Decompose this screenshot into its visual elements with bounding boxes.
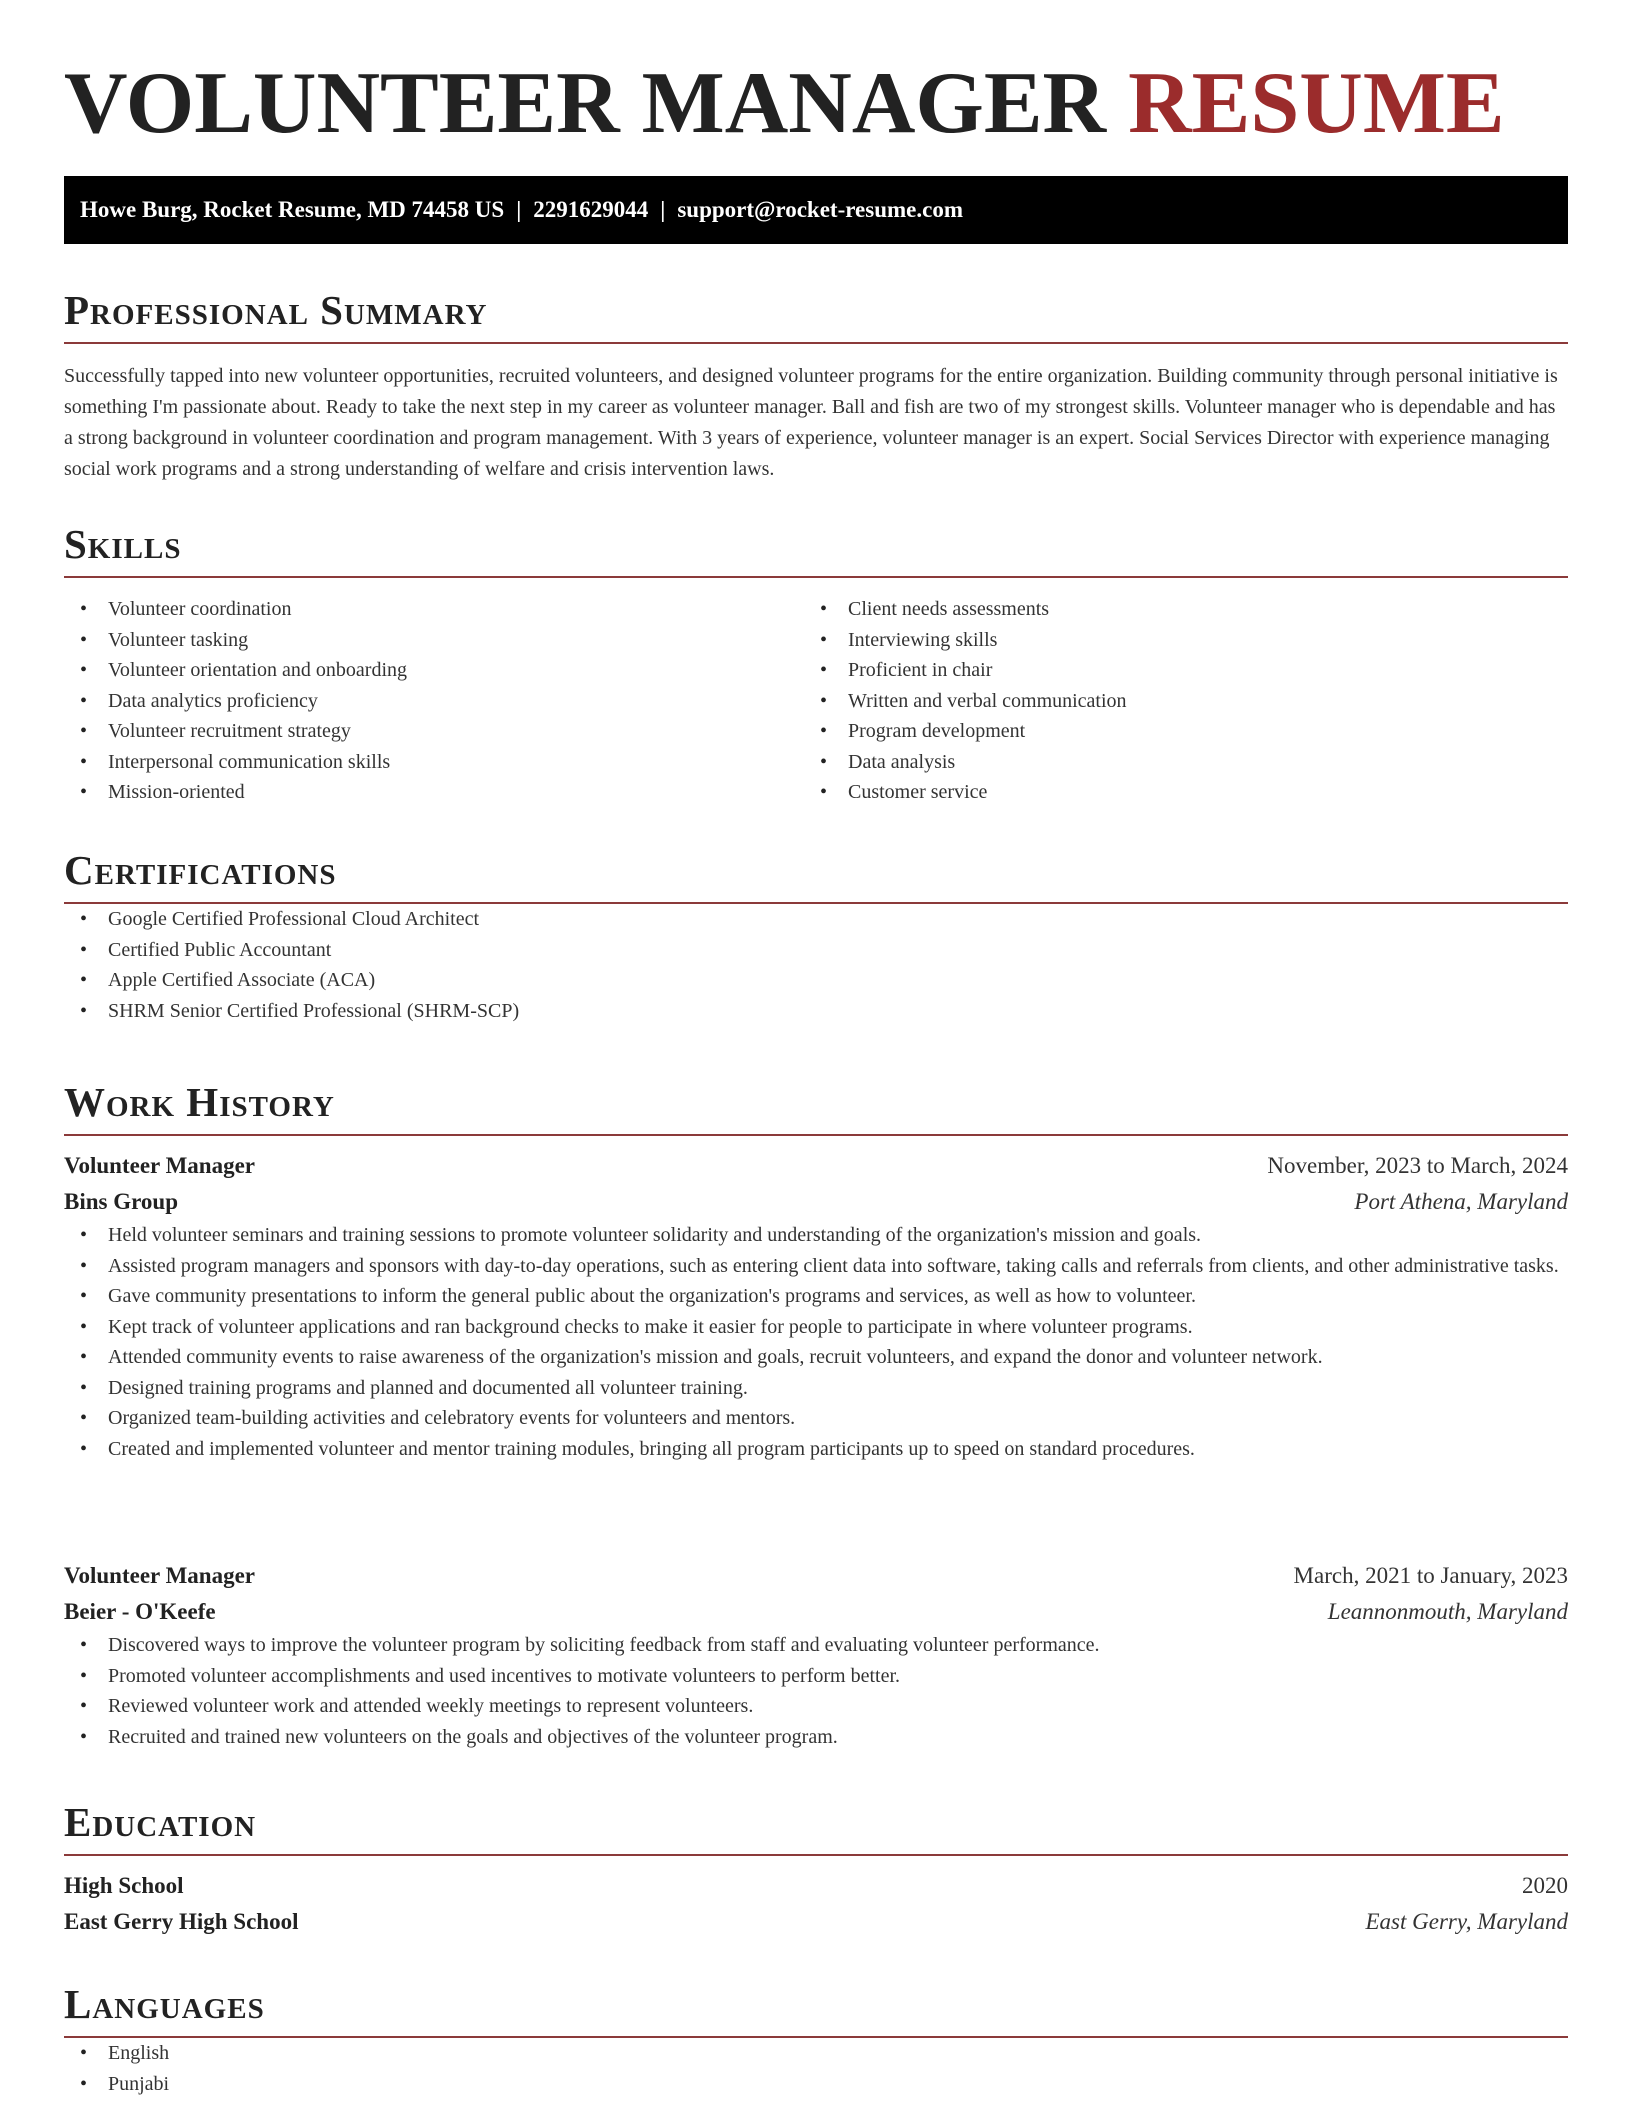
education-degree: High School — [64, 1873, 184, 1898]
job-duty: • Recruited and trained new volunteers on the goals and objectives of the volunteer program. — [64, 1722, 1568, 1753]
summary-heading: Professional Summary — [64, 286, 1568, 344]
education-school: East Gerry High School — [64, 1909, 299, 1934]
certifications-list — [64, 904, 1568, 1026]
contact-separator: | — [660, 197, 666, 222]
education-year: 2020 — [1522, 1873, 1568, 1898]
skill-item: • Data analysis — [804, 747, 1544, 778]
skill-item: • Proficient in chair — [804, 655, 1544, 686]
skills-section — [64, 520, 1568, 808]
job-duty: • Kept track of volunteer applications and ran background checks to make it easier for people to participate in where volunteer programs. — [64, 1312, 1568, 1343]
job-title-row — [64, 1558, 1568, 1594]
skill-item: • Interpersonal communication skills — [64, 747, 804, 778]
skill-item: • Written and verbal communication — [804, 686, 1544, 717]
skill-item: • Interviewing skills — [804, 625, 1544, 656]
education-heading: Education — [64, 1798, 1568, 1856]
certification-item: • Google Certified Professional Cloud Architect — [64, 904, 1568, 935]
resume-title-main: VOLUNTEER MANAGER — [64, 55, 1107, 152]
job-location: Port Athena, Maryland — [1354, 1189, 1568, 1214]
education-section — [64, 1798, 1568, 1940]
job-duty: • Attended community events to raise awareness of the organization's mission and goals, recruit volunteers, and expand the donor and volunteer network. — [64, 1342, 1568, 1373]
job-duty: • Designed training programs and planned and documented all volunteer training. — [64, 1373, 1568, 1404]
job-title: Volunteer Manager — [64, 1153, 256, 1178]
job-title: Volunteer Manager — [64, 1563, 256, 1588]
education-location: East Gerry, Maryland — [1365, 1909, 1568, 1934]
skills-heading: Skills — [64, 520, 1568, 578]
contact-email: support@rocket-resume.com — [677, 197, 963, 222]
job-location: Leannonmouth, Maryland — [1327, 1599, 1568, 1624]
skills-columns — [64, 594, 1568, 808]
certification-item: • Certified Public Accountant — [64, 935, 1568, 966]
resume-page — [64, 0, 1568, 2095]
job-dates: November, 2023 to March, 2024 — [1267, 1153, 1568, 1178]
summary-section — [64, 286, 1568, 485]
certifications-section — [64, 846, 1568, 1026]
contact-bar — [64, 176, 1568, 244]
job-company-row — [64, 1184, 1568, 1220]
resume-title — [64, 0, 1568, 176]
job-company-row — [64, 1594, 1568, 1630]
job-duty: • Reviewed volunteer work and attended weekly meetings to represent volunteers. — [64, 1691, 1568, 1722]
skill-item: • Volunteer tasking — [64, 625, 804, 656]
skill-item: • Volunteer recruitment strategy — [64, 716, 804, 747]
language-item: • English — [64, 2038, 1568, 2069]
job-entry — [64, 1558, 1568, 1752]
certification-item: • SHRM Senior Certified Professional (SHRM-SCP) — [64, 996, 1568, 1027]
skill-item: • Volunteer coordination — [64, 594, 804, 625]
resume-title-accent: RESUME — [1128, 55, 1505, 152]
certifications-heading: Certifications — [64, 846, 1568, 904]
education-degree-row — [64, 1868, 1568, 1904]
job-duty: • Assisted program managers and sponsors with day-to-day operations, such as entering client data into software, taking calls and referrals from clients, and other administrative tasks. — [64, 1251, 1568, 1282]
job-duty: • Discovered ways to improve the volunteer program by soliciting feedback from staff and evaluating volunteer performance. — [64, 1630, 1568, 1661]
job-dates: March, 2021 to January, 2023 — [1293, 1563, 1568, 1588]
skill-item: • Mission-oriented — [64, 777, 804, 808]
skill-item: • Client needs assessments — [804, 594, 1544, 625]
job-company: Bins Group — [64, 1189, 178, 1214]
language-item: • Punjabi — [64, 2069, 1568, 2100]
job-company: Beier - O'Keefe — [64, 1599, 216, 1624]
education-school-row — [64, 1904, 1568, 1940]
job-duty: • Held volunteer seminars and training sessions to promote volunteer solidarity and understanding of the organization's mission and goals. — [64, 1220, 1568, 1251]
languages-heading: Languages — [64, 1980, 1568, 2038]
skills-list-right — [804, 594, 1544, 808]
education-entry — [64, 1868, 1568, 1940]
job-title-row — [64, 1148, 1568, 1184]
certification-item: • Apple Certified Associate (ACA) — [64, 965, 1568, 996]
job-duty: • Created and implemented volunteer and mentor training modules, bringing all program participants up to speed on standard procedures. — [64, 1434, 1568, 1465]
job-duties-list — [64, 1630, 1568, 1752]
skill-item: • Data analytics proficiency — [64, 686, 804, 717]
job-duty: • Organized team-building activities and celebratory events for volunteers and mentors. — [64, 1403, 1568, 1434]
skill-item: • Program development — [804, 716, 1544, 747]
job-entry — [64, 1148, 1568, 1464]
contact-address: Howe Burg, Rocket Resume, MD 74458 US — [80, 197, 505, 222]
job-duty: • Promoted volunteer accomplishments and used incentives to motivate volunteers to perform better. — [64, 1661, 1568, 1692]
work-history-section — [64, 1078, 1568, 1464]
skills-list-left — [64, 594, 804, 808]
job-duties-list — [64, 1220, 1568, 1464]
skill-item: • Customer service — [804, 777, 1544, 808]
summary-text: Successfully tapped into new volunteer opportunities, recruited volunteers, and designed volunteer programs for the entire organization. Building community through personal initiative is something I'm passionate about. Ready to take the next step in my career as volunteer manager. Ball and fish are two of my strongest skills. Volunteer manager who is dependable and has a strong background in volunteer coordination and program management. With 3 years of experience, volunteer manager is an expert. Social Services Director with experience managing social work programs and a strong understanding of welfare and crisis intervention laws. — [64, 365, 1558, 480]
skill-item: • Volunteer orientation and onboarding — [64, 655, 804, 686]
contact-separator: | — [516, 197, 522, 222]
job-duty: • Gave community presentations to inform the general public about the organization's programs and services, as well as how to volunteer. — [64, 1281, 1568, 1312]
languages-list — [64, 2038, 1568, 2099]
languages-section — [64, 1980, 1568, 2099]
contact-phone: 2291629044 — [533, 197, 649, 222]
work-history-heading: Work History — [64, 1078, 1568, 1136]
